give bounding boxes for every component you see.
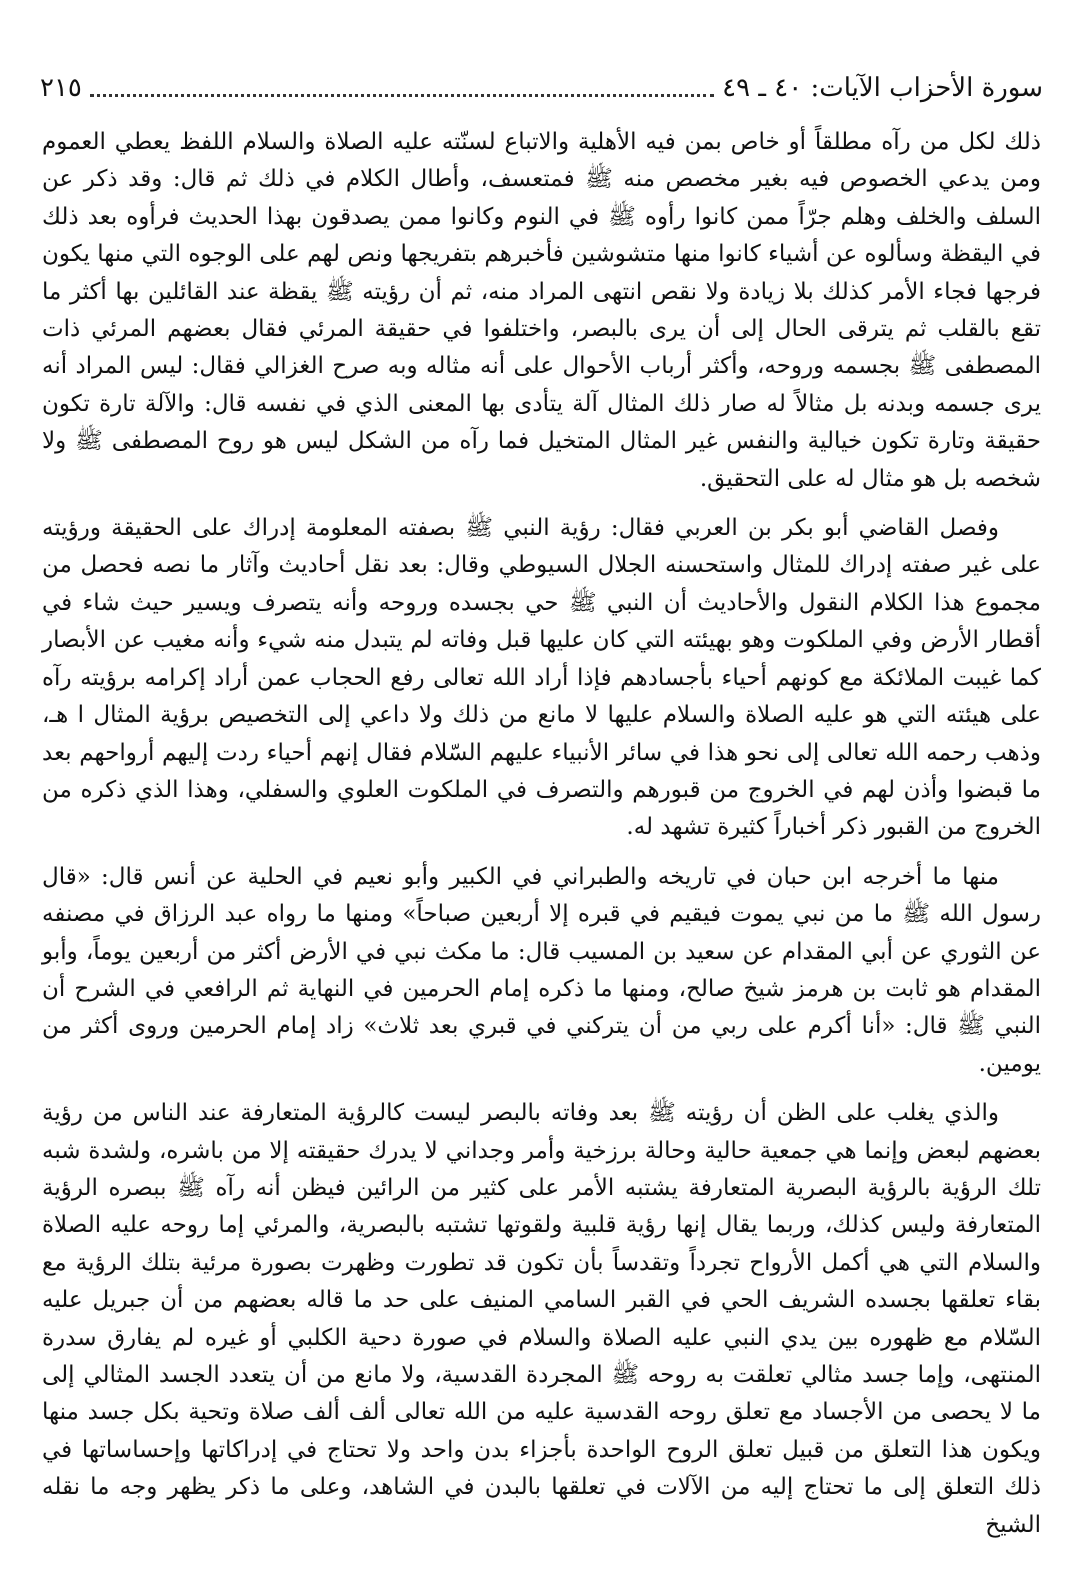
page-body xyxy=(42,124,1041,1556)
paragraph-4: والذي يغلب على الظن أن رؤيته ﷺ بعد وفاته بالبصر ليست كالرؤية المتعارفة عند الناس من رؤية بعضهم لبعض وإنما هي جمعية حالية وحالة برزخية وأمر وجداني لا يدرك حقيقته إلا من باشره، ولشدة شبه تلك الرؤية بالرؤية البصرية المتعارفة يشتبه الأمر على كثير من الرائين فيظن أنه رآه ﷺ ببصره الرؤية المتعارفة وليس كذلك، وربما يقال إنها رؤية قلبية ولقوتها تشتبه بالبصرية، والمرئي إما روحه عليه الصلاة والسلام التي هي أكمل الأرواح تجرداً وتقدساً بأن تكون قد تطورت وظهرت بصورة مرئية بتلك الرؤية مع بقاء تعلقها بجسده الشريف الحي في القبر السامي المنيف على حد ما قاله بعضهم من أن جبريل عليه السّلام مع ظهوره بين يدي النبي عليه الصلاة والسلام في صورة دحية الكلبي أو غيره لم يفارق سدرة المنتهى، وإما جسد مثالي تعلقت به روحه ﷺ المجردة القدسية، ولا مانع من أن يتعدد الجسد المثالي إلى ما لا يحصى من الأجساد مع تعلق روحه القدسية عليه من الله تعالى ألف ألف صلاة وتحية بكل جسد منها ويكون هذا التعلق من قبيل تعلق الروح الواحدة بأجزاء بدن واحد ولا تحتاج في إدراكاتها وإحساساتها في ذلك التعلق إلى ما تحتاج إليه من الآلات في تعلقها بالبدن في الشاهد، وعلى ما ذكر يظهر وجه ما نقله الشيخ xyxy=(42,1100,1042,1538)
paragraph-1: ذلك لكل من رآه مطلقاً أو خاص بمن فيه الأهلية والاتباع لسنّته عليه الصلاة والسلام اللفظ يعطي العموم ومن يدعي الخصوص فيه بغير مخصص منه ﷺ فمتعسف، وأطال الكلام في ذلك ثم قال: وقد ذكر عن السلف والخلف وهلم جرّاً ممن كانوا رأوه ﷺ في النوم وكانوا ممن يصدقون بهذا الحديث فرأوه بعد ذلك في اليقظة وسألوه عن أشياء كانوا منها متشوشين فأخبرهم بتفريجها ونص لهم على الوجوه التي منها يكون فرجها فجاء الأمر كذلك بلا زيادة ولا نقص انتهى المراد منه، ثم أن رؤيته ﷺ يقظة عند القائلين بها أكثر ما تقع بالقلب ثم يترقى الحال إلى أن يرى بالبصر، واختلفوا في حقيقة المرئي فقال بعضهم المرئي ذات المصطفى ﷺ بجسمه وروحه، وأكثر أرباب الأحوال على أنه مثاله وبه صرح الغزالي فقال: ليس المراد أنه يرى جسمه وبدنه بل مثالاً له صار ذلك المثال آلة يتأدى بها المعنى الذي في نفسه قال: والآلة تارة تكون حقيقة وتارة تكون خيالية والنفس غير المثال المتخيل فما رآه من الشكل ليس هو روح المصطفى ﷺ ولا شخصه بل هو مثال له على التحقيق. xyxy=(42,129,1041,492)
page-number: ٢١٥ xyxy=(40,73,82,103)
paragraph-2: وفصل القاضي أبو بكر بن العربي فقال: رؤية النبي ﷺ بصفته المعلومة إدراك على الحقيقة ورؤيته على غير صفته إدراك للمثال واستحسنه الجلال السيوطي وقال: بعد نقل أحاديث وآثار ما نصه فحصل من مجموع هذا الكلام النقول والأحاديث أن النبي ﷺ حي بجسده وروحه وأنه يتصرف ويسير حيث شاء في أقطار الأرض وفي الملكوت وهو بهيئته التي كان عليها قبل وفاته لم يتبدل منه شيء وأنه مغيب عن الأبصار كما غيبت الملائكة مع كونهم أحياء بأجسادهم فإذا أراد الله تعالى رفع الحجاب عمن أراد إكرامه برؤيته رآه على هيئته التي هو عليه الصلاة والسلام عليها لا مانع من ذلك ولا داعي إلى التخصيص برؤية المثال ا هـ، وذهب رحمه الله تعالى إلى نحو هذا في سائر الأنبياء عليهم السّلام فقال إنهم أحياء ردت إليهم أرواحهم بعد ما قبضوا وأذن لهم في الخروج من قبورهم والتصرف في الملكوت العلوي والسفلي، وهذا الذي ذكره من الخروج من القبور ذكر أخباراً كثيرة تشهد له. xyxy=(42,515,1041,841)
leader-dots xyxy=(90,80,714,97)
paragraph-3: منها ما أخرجه ابن حبان في تاريخه والطبراني في الكبير وأبو نعيم في الحلية عن أنس قال: «قال رسول الله ﷺ ما من نبي يموت فيقيم في قبره إلا أربعين صباحاً» ومنها ما رواه عبد الرزاق في مصنفه عن الثوري عن أبي المقدام عن سعيد بن المسيب قال: ما مكث نبي في الأرض أكثر من أربعين يوماً، وأبو المقدام هو ثابت بن هرمز شيخ صالح، ومنها ما ذكره إمام الحرمين في النهاية ثم الرافعي في الشرح أن النبي ﷺ قال: «أنا أكرم على ربي من أن يتركني في قبري بعد ثلاث» زاد إمام الحرمين وروى أكثر من يومين. xyxy=(42,863,1041,1077)
page-header xyxy=(40,70,1043,106)
running-title: سورة الأحزاب الآيات: ٤٠ ـ ٤٩ xyxy=(722,73,1043,103)
